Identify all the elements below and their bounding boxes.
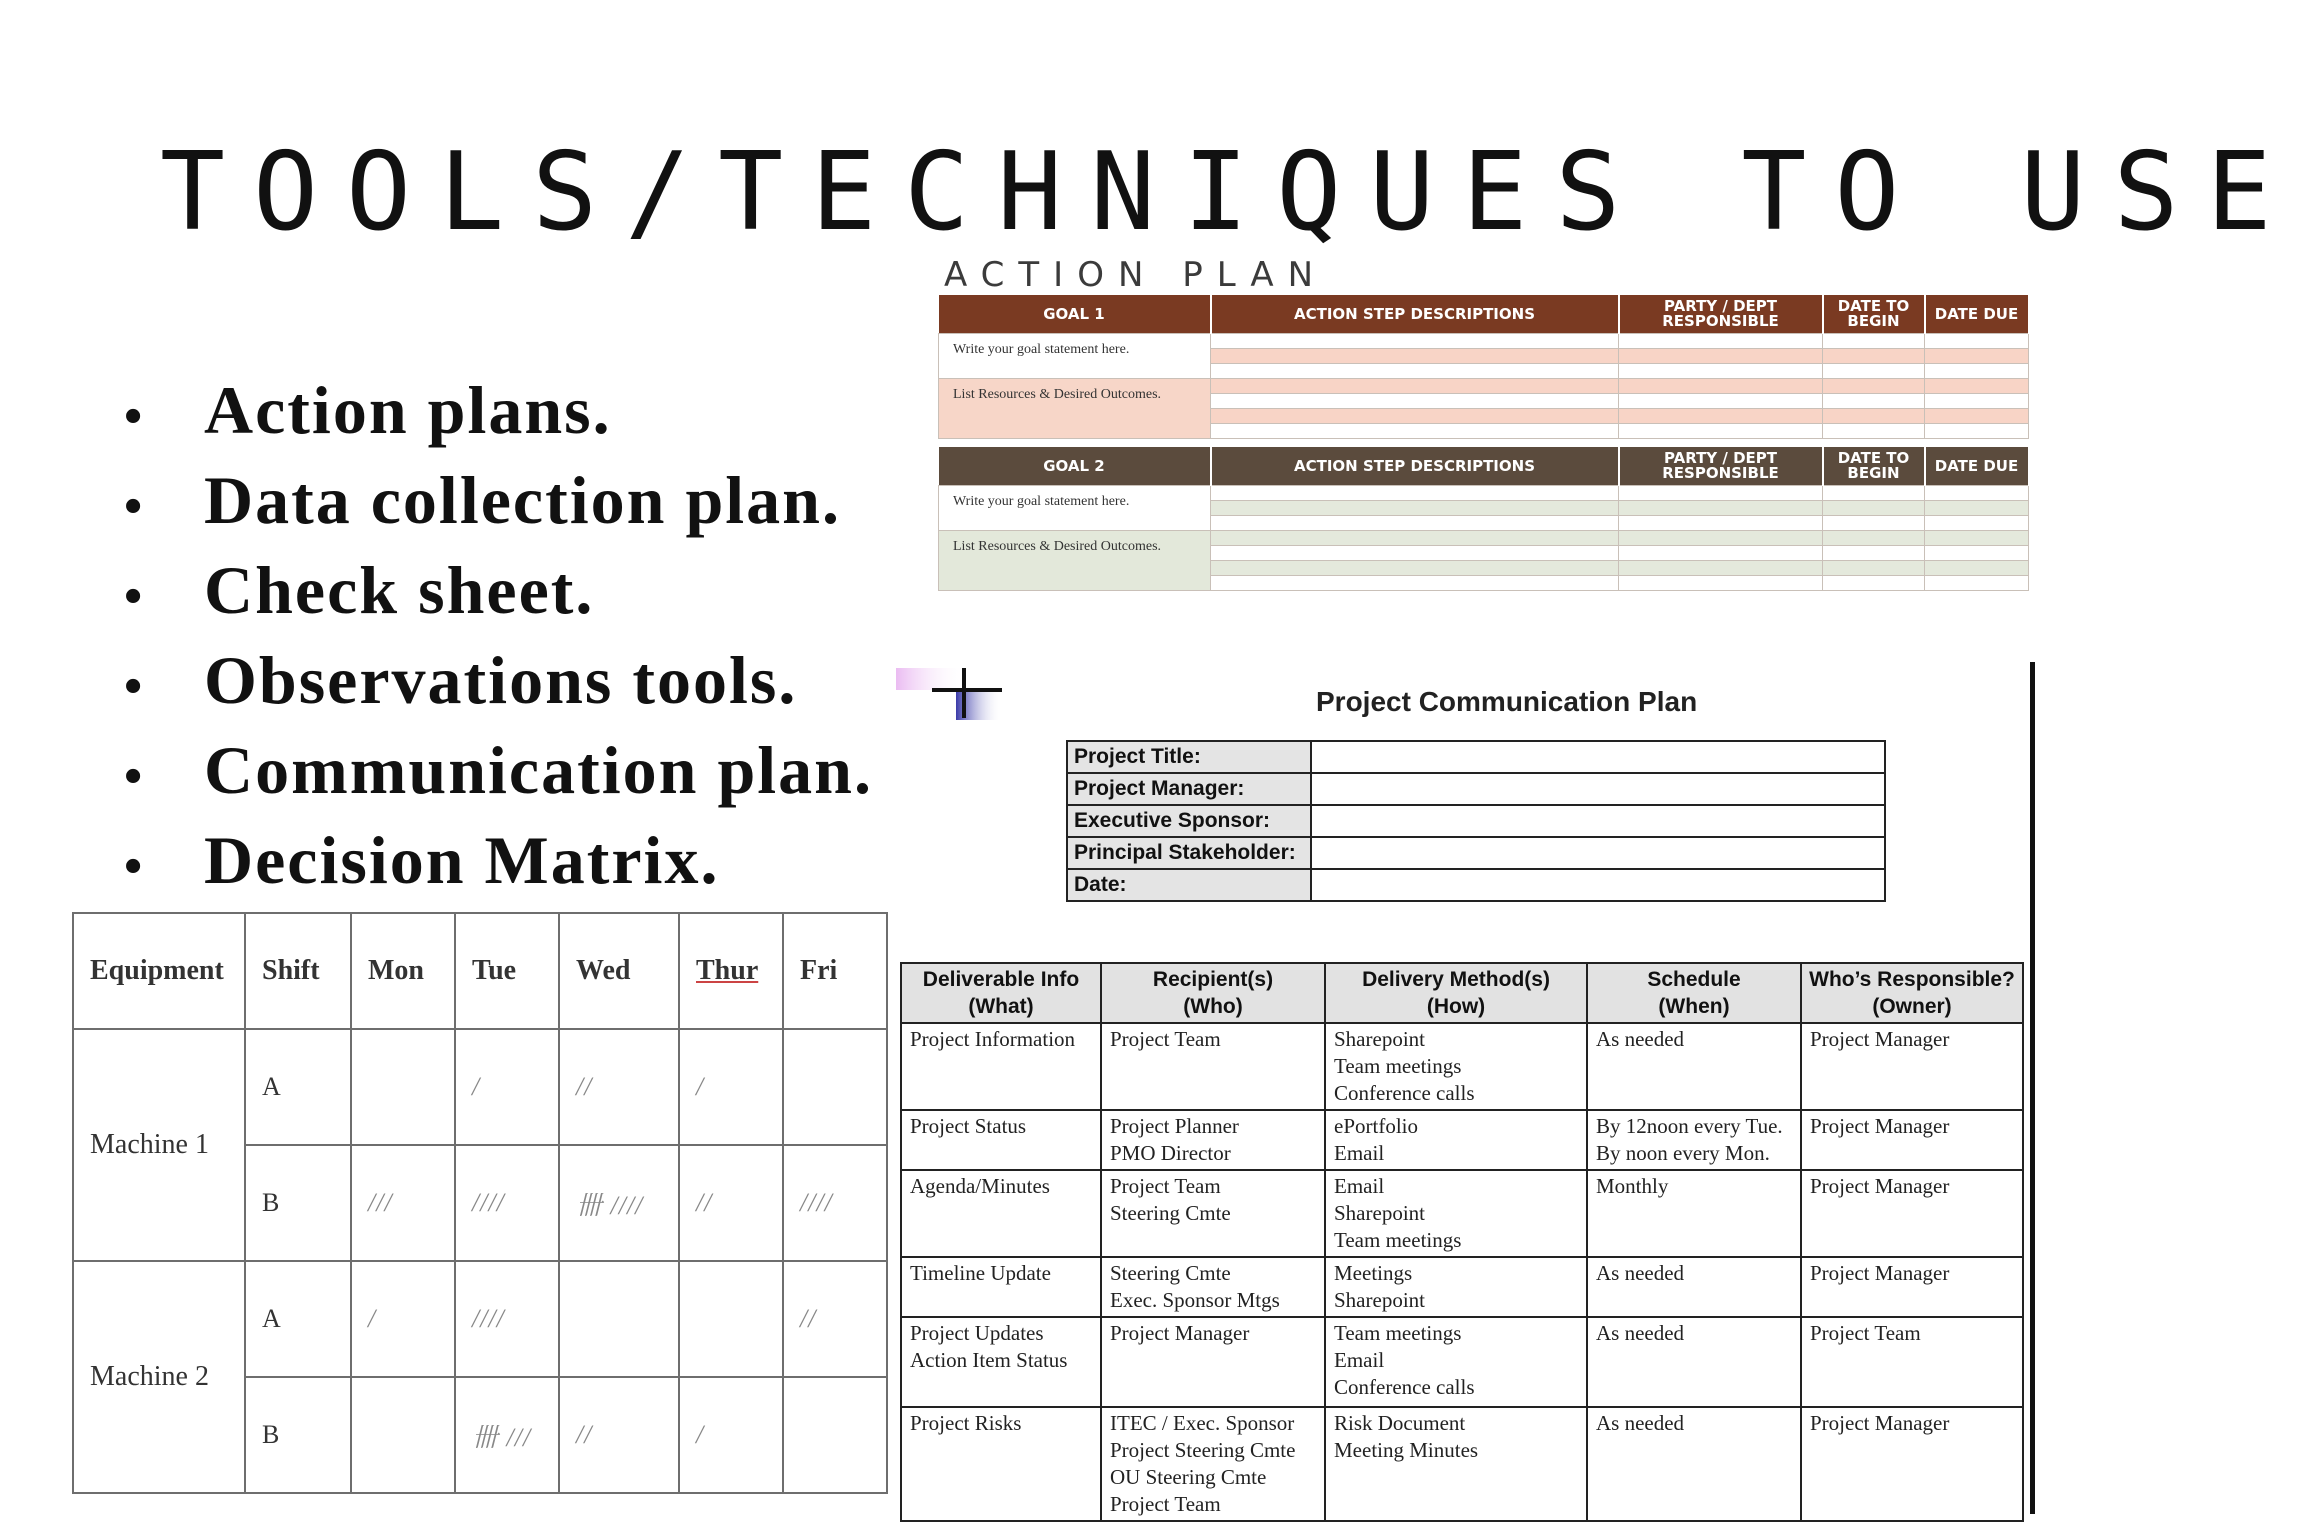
date-due-header: DATE DUE [1925, 295, 2029, 334]
tally-cell: 卌 /// [455, 1377, 559, 1493]
action-plan-title: ACTION PLAN [944, 255, 1328, 295]
deliverable-cell: Project Information [901, 1023, 1101, 1110]
recipient-cell: Project Planner PMO Director [1101, 1110, 1325, 1170]
tally-cell: //// [455, 1145, 559, 1261]
tally-cell: // [679, 1145, 783, 1261]
tally-cell [783, 1377, 887, 1493]
header-fri: Fri [783, 913, 887, 1029]
bullet-item [120, 365, 873, 455]
method-cell: Meetings Sharepoint [1325, 1257, 1587, 1317]
method-cell: Email Sharepoint Team meetings [1325, 1170, 1587, 1257]
machine-label: Machine 2 [73, 1261, 245, 1493]
header-mon: Mon [351, 913, 455, 1029]
header-owner: Who’s Responsible? (Owner) [1801, 963, 2023, 1023]
project-title-label: Project Title: [1067, 741, 1311, 773]
tally-cell: //// [455, 1261, 559, 1377]
project-manager-value [1311, 773, 1885, 805]
bullet-item [120, 455, 873, 545]
tally-cell [679, 1261, 783, 1377]
bullet-text: Check sheet. [204, 552, 595, 628]
date-begin-header: DATE TO BEGIN [1823, 295, 1925, 334]
date-due-header: DATE DUE [1925, 447, 2029, 486]
bullet-dot-icon: • [124, 478, 145, 535]
goal-header: GOAL 2 [939, 447, 1211, 486]
owner-cell: Project Manager [1801, 1110, 2023, 1170]
communication-table [900, 962, 2024, 1522]
owner-cell: Project Manager [1801, 1170, 2023, 1257]
bullet-dot-icon: • [124, 838, 145, 895]
tally-cell: / [455, 1029, 559, 1145]
bullet-text: Observations tools. [204, 642, 798, 718]
project-title-value [1311, 741, 1885, 773]
goal-2-table [938, 447, 2030, 591]
method-cell: ePortfolio Email [1325, 1110, 1587, 1170]
bullet-item [120, 815, 873, 905]
method-cell: Sharepoint Team meetings Conference calls [1325, 1023, 1587, 1110]
comm-plan-title: Project Communication Plan [1316, 686, 1698, 717]
header-when: Schedule (When) [1587, 963, 1801, 1023]
tally-cell: / [351, 1261, 455, 1377]
shift-cell: B [245, 1377, 351, 1493]
method-cell: Team meetings Email Conference calls [1325, 1317, 1587, 1407]
check-sheet-image [72, 912, 888, 1494]
machine-label: Machine 1 [73, 1029, 245, 1261]
tally-cell: /// [351, 1145, 455, 1261]
project-manager-label: Project Manager: [1067, 773, 1311, 805]
project-info-table [1066, 740, 1886, 902]
goal-1-table [938, 295, 2030, 439]
schedule-cell: By 12noon every Tue. By noon every Mon. [1587, 1110, 1801, 1170]
tally-cell [351, 1377, 455, 1493]
bullet-dot-icon: • [124, 748, 145, 805]
principal-stakeholder-value [1311, 837, 1885, 869]
header-who: Recipient(s) (Who) [1101, 963, 1325, 1023]
schedule-cell: As needed [1587, 1317, 1801, 1407]
recipient-cell: Project Team Steering Cmte [1101, 1170, 1325, 1257]
tally-cell: // [783, 1261, 887, 1377]
schedule-cell: As needed [1587, 1023, 1801, 1110]
bullet-text: Data collection plan. [204, 462, 841, 538]
deliverable-cell: Agenda/Minutes [901, 1170, 1101, 1257]
table-row [901, 1317, 2023, 1407]
recipient-cell: Project Team [1101, 1023, 1325, 1110]
schedule-cell: As needed [1587, 1257, 1801, 1317]
header-shift: Shift [245, 913, 351, 1029]
date-begin-header: DATE TO BEGIN [1823, 447, 1925, 486]
bullet-text: Action plans. [204, 372, 612, 448]
deliverable-cell: Timeline Update [901, 1257, 1101, 1317]
goal-statement-label: Write your goal statement here. [939, 334, 1211, 379]
shift-cell: B [245, 1145, 351, 1261]
header-equipment: Equipment [73, 913, 245, 1029]
action-plan-image [938, 255, 2028, 655]
tally-cell: 卌 //// [559, 1145, 679, 1261]
action-steps-header: ACTION STEP DESCRIPTIONS [1211, 295, 1619, 334]
party-responsible-header: PARTY / DEPT RESPONSIBLE [1619, 295, 1823, 334]
communication-plan-image [896, 668, 2038, 1516]
header-wed: Wed [559, 913, 679, 1029]
bullet-text: Decision Matrix. [204, 822, 720, 898]
recipient-cell: Steering Cmte Exec. Sponsor Mtgs [1101, 1257, 1325, 1317]
schedule-cell: As needed [1587, 1407, 1801, 1521]
bullet-dot-icon: • [124, 568, 145, 625]
executive-sponsor-label: Executive Sponsor: [1067, 805, 1311, 837]
tally-cell: / [679, 1029, 783, 1145]
tally-cell: // [559, 1377, 679, 1493]
owner-cell: Project Team [1801, 1317, 2023, 1407]
owner-cell: Project Manager [1801, 1257, 2023, 1317]
goal-header: GOAL 1 [939, 295, 1211, 334]
bullet-dot-icon: • [124, 388, 145, 445]
table-row [901, 1023, 2023, 1110]
table-row [901, 1407, 2023, 1521]
recipient-cell: ITEC / Exec. Sponsor Project Steering Cmte OU Steering Cmte Project Team [1101, 1407, 1325, 1521]
bullet-item [120, 545, 873, 635]
resources-label: List Resources & Desired Outcomes. [939, 531, 1211, 591]
action-steps-header: ACTION STEP DESCRIPTIONS [1211, 447, 1619, 486]
owner-cell: Project Manager [1801, 1023, 2023, 1110]
shift-cell: A [245, 1029, 351, 1145]
table-row [901, 1110, 2023, 1170]
header-tue: Tue [455, 913, 559, 1029]
resources-label: List Resources & Desired Outcomes. [939, 379, 1211, 439]
deliverable-cell: Project Updates Action Item Status [901, 1317, 1101, 1407]
header-what: Deliverable Info (What) [901, 963, 1101, 1023]
goal-statement-label: Write your goal statement here. [939, 486, 1211, 531]
shift-cell: A [245, 1261, 351, 1377]
tally-cell [559, 1261, 679, 1377]
principal-stakeholder-label: Principal Stakeholder: [1067, 837, 1311, 869]
plus-icon [896, 668, 1006, 724]
tally-cell: // [559, 1029, 679, 1145]
bullet-item [120, 725, 873, 815]
date-value [1311, 869, 1885, 901]
table-row [901, 1170, 2023, 1257]
header-thur: Thur [679, 913, 783, 1029]
tally-cell: / [679, 1377, 783, 1493]
party-responsible-header: PARTY / DEPT RESPONSIBLE [1619, 447, 1823, 486]
owner-cell: Project Manager [1801, 1407, 2023, 1521]
deliverable-cell: Project Status [901, 1110, 1101, 1170]
deliverable-cell: Project Risks [901, 1407, 1101, 1521]
recipient-cell: Project Manager [1101, 1317, 1325, 1407]
tally-cell: //// [783, 1145, 887, 1261]
date-label: Date: [1067, 869, 1311, 901]
tally-cell [351, 1029, 455, 1145]
schedule-cell: Monthly [1587, 1170, 1801, 1257]
executive-sponsor-value [1311, 805, 1885, 837]
bullet-dot-icon: • [124, 658, 145, 715]
check-sheet-table [72, 912, 888, 1494]
bullet-list [120, 365, 873, 905]
header-how: Delivery Method(s) (How) [1325, 963, 1587, 1023]
table-row [901, 1257, 2023, 1317]
bullet-text: Communication plan. [204, 732, 873, 808]
slide-title: TOOLS/TECHNIQUES TO USE [160, 130, 2300, 255]
bullet-item [120, 635, 873, 725]
method-cell: Risk Document Meeting Minutes [1325, 1407, 1587, 1521]
tally-cell [783, 1029, 887, 1145]
